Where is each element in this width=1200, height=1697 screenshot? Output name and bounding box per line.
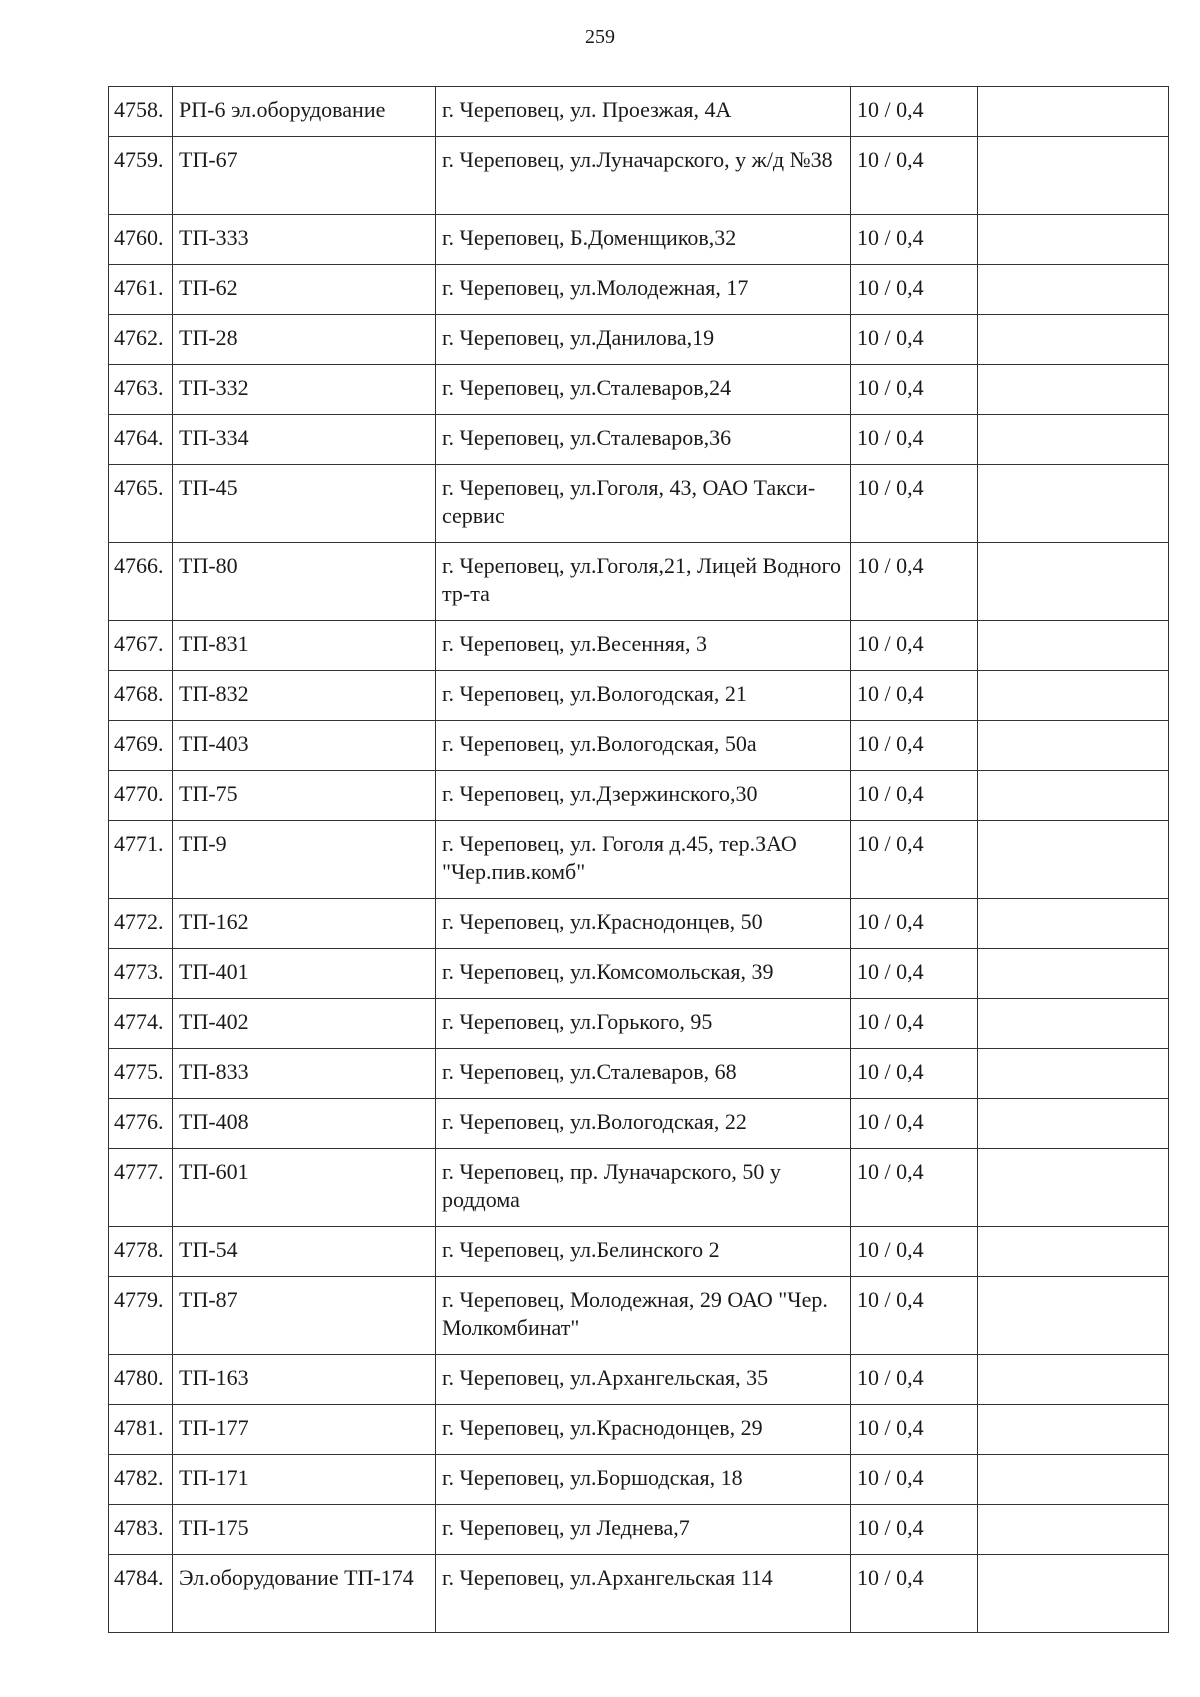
object-voltage: 10 / 0,4 bbox=[851, 821, 978, 899]
table-row bbox=[109, 1149, 1169, 1227]
object-note bbox=[978, 1149, 1169, 1227]
object-name: ТП-9 bbox=[173, 821, 436, 899]
row-number: 4758. bbox=[109, 87, 173, 137]
object-note bbox=[978, 1227, 1169, 1277]
object-voltage: 10 / 0,4 bbox=[851, 1455, 978, 1505]
object-address: г. Череповец, ул. Гоголя д.45, тер.ЗАО "Чер.пив.комб" bbox=[436, 821, 851, 899]
table-row bbox=[109, 1277, 1169, 1355]
row-number: 4778. bbox=[109, 1227, 173, 1277]
row-number: 4780. bbox=[109, 1355, 173, 1405]
object-note bbox=[978, 949, 1169, 999]
table-row bbox=[109, 137, 1169, 215]
object-address: г. Череповец, ул.Комсомольская, 39 bbox=[436, 949, 851, 999]
object-name: ТП-67 bbox=[173, 137, 436, 215]
object-address: г. Череповец, ул.Вологодская, 21 bbox=[436, 671, 851, 721]
object-note bbox=[978, 1277, 1169, 1355]
row-number: 4781. bbox=[109, 1405, 173, 1455]
row-number: 4768. bbox=[109, 671, 173, 721]
object-note bbox=[978, 265, 1169, 315]
table-row bbox=[109, 1049, 1169, 1099]
object-name: Эл.оборудование ТП-174 bbox=[173, 1555, 436, 1633]
table-row bbox=[109, 543, 1169, 621]
object-name: ТП-62 bbox=[173, 265, 436, 315]
row-number: 4770. bbox=[109, 771, 173, 821]
object-voltage: 10 / 0,4 bbox=[851, 899, 978, 949]
table-row bbox=[109, 1099, 1169, 1149]
object-voltage: 10 / 0,4 bbox=[851, 1049, 978, 1099]
object-voltage: 10 / 0,4 bbox=[851, 215, 978, 265]
row-number: 4782. bbox=[109, 1455, 173, 1505]
object-address: г. Череповец, ул.Краснодонцев, 29 bbox=[436, 1405, 851, 1455]
object-name: ТП-833 bbox=[173, 1049, 436, 1099]
object-name: ТП-45 bbox=[173, 465, 436, 543]
object-name: ТП-54 bbox=[173, 1227, 436, 1277]
table-row bbox=[109, 1227, 1169, 1277]
row-number: 4774. bbox=[109, 999, 173, 1049]
table-row bbox=[109, 821, 1169, 899]
row-number: 4764. bbox=[109, 415, 173, 465]
table-row bbox=[109, 949, 1169, 999]
object-address: г. Череповец, ул.Луначарского, у ж/д №38 bbox=[436, 137, 851, 215]
table-row bbox=[109, 465, 1169, 543]
row-number: 4771. bbox=[109, 821, 173, 899]
table-row bbox=[109, 721, 1169, 771]
object-note bbox=[978, 1099, 1169, 1149]
row-number: 4775. bbox=[109, 1049, 173, 1099]
object-note bbox=[978, 821, 1169, 899]
row-number: 4779. bbox=[109, 1277, 173, 1355]
table-row bbox=[109, 1455, 1169, 1505]
object-voltage: 10 / 0,4 bbox=[851, 621, 978, 671]
table-row bbox=[109, 1505, 1169, 1555]
row-number: 4762. bbox=[109, 315, 173, 365]
object-note bbox=[978, 543, 1169, 621]
object-address: г. Череповец, пр. Луначарского, 50 у роддома bbox=[436, 1149, 851, 1227]
object-address: г. Череповец, ул.Вологодская, 22 bbox=[436, 1099, 851, 1149]
row-number: 4760. bbox=[109, 215, 173, 265]
object-name: ТП-177 bbox=[173, 1405, 436, 1455]
object-name: ТП-408 bbox=[173, 1099, 436, 1149]
object-name: ТП-28 bbox=[173, 315, 436, 365]
table-row bbox=[109, 315, 1169, 365]
object-name: ТП-402 bbox=[173, 999, 436, 1049]
object-note bbox=[978, 87, 1169, 137]
object-note bbox=[978, 999, 1169, 1049]
table-row bbox=[109, 671, 1169, 721]
object-note bbox=[978, 315, 1169, 365]
object-voltage: 10 / 0,4 bbox=[851, 315, 978, 365]
object-address: г. Череповец, ул.Архангельская 114 bbox=[436, 1555, 851, 1633]
row-number: 4784. bbox=[109, 1555, 173, 1633]
object-note bbox=[978, 1355, 1169, 1405]
object-name: ТП-334 bbox=[173, 415, 436, 465]
object-voltage: 10 / 0,4 bbox=[851, 1505, 978, 1555]
object-note bbox=[978, 899, 1169, 949]
object-voltage: 10 / 0,4 bbox=[851, 999, 978, 1049]
row-number: 4766. bbox=[109, 543, 173, 621]
table-row bbox=[109, 999, 1169, 1049]
object-voltage: 10 / 0,4 bbox=[851, 1355, 978, 1405]
row-number: 4776. bbox=[109, 1099, 173, 1149]
object-note bbox=[978, 1049, 1169, 1099]
table-row bbox=[109, 365, 1169, 415]
object-note bbox=[978, 1455, 1169, 1505]
object-address: г. Череповец, ул. Проезжая, 4А bbox=[436, 87, 851, 137]
object-name: ТП-75 bbox=[173, 771, 436, 821]
object-address: г. Череповец, ул.Белинского 2 bbox=[436, 1227, 851, 1277]
object-address: г. Череповец, ул.Архангельская, 35 bbox=[436, 1355, 851, 1405]
object-note bbox=[978, 621, 1169, 671]
row-number: 4777. bbox=[109, 1149, 173, 1227]
object-name: ТП-162 bbox=[173, 899, 436, 949]
object-voltage: 10 / 0,4 bbox=[851, 1555, 978, 1633]
object-voltage: 10 / 0,4 bbox=[851, 949, 978, 999]
object-voltage: 10 / 0,4 bbox=[851, 771, 978, 821]
row-number: 4761. bbox=[109, 265, 173, 315]
table-row bbox=[109, 621, 1169, 671]
object-address: г. Череповец, Б.Доменщиков,32 bbox=[436, 215, 851, 265]
object-name: ТП-80 bbox=[173, 543, 436, 621]
table-row bbox=[109, 1405, 1169, 1455]
table-row bbox=[109, 265, 1169, 315]
object-name: ТП-401 bbox=[173, 949, 436, 999]
object-note bbox=[978, 465, 1169, 543]
object-name: ТП-403 bbox=[173, 721, 436, 771]
object-note bbox=[978, 1405, 1169, 1455]
object-name: ТП-332 bbox=[173, 365, 436, 415]
object-address: г. Череповец, ул.Гоголя, 43, ОАО Такси-сервис bbox=[436, 465, 851, 543]
table-row bbox=[109, 215, 1169, 265]
object-address: г. Череповец, ул.Весенняя, 3 bbox=[436, 621, 851, 671]
table-row bbox=[109, 415, 1169, 465]
object-name: ТП-832 bbox=[173, 671, 436, 721]
object-address: г. Череповец, ул.Краснодонцев, 50 bbox=[436, 899, 851, 949]
row-number: 4759. bbox=[109, 137, 173, 215]
object-note bbox=[978, 771, 1169, 821]
object-voltage: 10 / 0,4 bbox=[851, 721, 978, 771]
object-name: ТП-171 bbox=[173, 1455, 436, 1505]
object-voltage: 10 / 0,4 bbox=[851, 265, 978, 315]
object-address: г. Череповец, ул.Сталеваров, 68 bbox=[436, 1049, 851, 1099]
object-note bbox=[978, 215, 1169, 265]
object-address: г. Череповец, ул Леднева,7 bbox=[436, 1505, 851, 1555]
table-row bbox=[109, 1555, 1169, 1633]
row-number: 4783. bbox=[109, 1505, 173, 1555]
page-number: 259 bbox=[585, 26, 615, 48]
object-note bbox=[978, 137, 1169, 215]
row-number: 4769. bbox=[109, 721, 173, 771]
object-address: г. Череповец, ул.Молодежная, 17 bbox=[436, 265, 851, 315]
object-name: ТП-175 bbox=[173, 1505, 436, 1555]
object-voltage: 10 / 0,4 bbox=[851, 671, 978, 721]
object-name: ТП-601 bbox=[173, 1149, 436, 1227]
row-number: 4767. bbox=[109, 621, 173, 671]
object-address: г. Череповец, ул.Данилова,19 bbox=[436, 315, 851, 365]
object-name: ТП-163 bbox=[173, 1355, 436, 1405]
object-address: г. Череповец, ул.Гоголя,21, Лицей Водного тр-та bbox=[436, 543, 851, 621]
object-voltage: 10 / 0,4 bbox=[851, 415, 978, 465]
object-voltage: 10 / 0,4 bbox=[851, 1277, 978, 1355]
object-note bbox=[978, 415, 1169, 465]
object-voltage: 10 / 0,4 bbox=[851, 1405, 978, 1455]
object-address: г. Череповец, ул.Сталеваров,24 bbox=[436, 365, 851, 415]
table-row bbox=[109, 1355, 1169, 1405]
object-address: г. Череповец, ул.Боршодская, 18 bbox=[436, 1455, 851, 1505]
table-row bbox=[109, 771, 1169, 821]
object-voltage: 10 / 0,4 bbox=[851, 1099, 978, 1149]
registry-table-body bbox=[109, 87, 1169, 1633]
object-address: г. Череповец, Молодежная, 29 ОАО "Чер. Молкомбинат" bbox=[436, 1277, 851, 1355]
row-number: 4765. bbox=[109, 465, 173, 543]
registry-table bbox=[108, 86, 1169, 1633]
object-name: РП-6 эл.оборудование bbox=[173, 87, 436, 137]
object-voltage: 10 / 0,4 bbox=[851, 137, 978, 215]
object-name: ТП-333 bbox=[173, 215, 436, 265]
object-note bbox=[978, 721, 1169, 771]
object-voltage: 10 / 0,4 bbox=[851, 465, 978, 543]
object-name: ТП-87 bbox=[173, 1277, 436, 1355]
object-voltage: 10 / 0,4 bbox=[851, 1227, 978, 1277]
table-row bbox=[109, 87, 1169, 137]
object-note bbox=[978, 1505, 1169, 1555]
object-voltage: 10 / 0,4 bbox=[851, 1149, 978, 1227]
object-name: ТП-831 bbox=[173, 621, 436, 671]
object-voltage: 10 / 0,4 bbox=[851, 543, 978, 621]
object-address: г. Череповец, ул.Дзержинского,30 bbox=[436, 771, 851, 821]
object-note bbox=[978, 1555, 1169, 1633]
object-voltage: 10 / 0,4 bbox=[851, 87, 978, 137]
row-number: 4772. bbox=[109, 899, 173, 949]
object-address: г. Череповец, ул.Горького, 95 bbox=[436, 999, 851, 1049]
object-address: г. Череповец, ул.Сталеваров,36 bbox=[436, 415, 851, 465]
object-note bbox=[978, 365, 1169, 415]
table-row bbox=[109, 899, 1169, 949]
object-address: г. Череповец, ул.Вологодская, 50а bbox=[436, 721, 851, 771]
object-voltage: 10 / 0,4 bbox=[851, 365, 978, 415]
row-number: 4773. bbox=[109, 949, 173, 999]
object-note bbox=[978, 671, 1169, 721]
row-number: 4763. bbox=[109, 365, 173, 415]
